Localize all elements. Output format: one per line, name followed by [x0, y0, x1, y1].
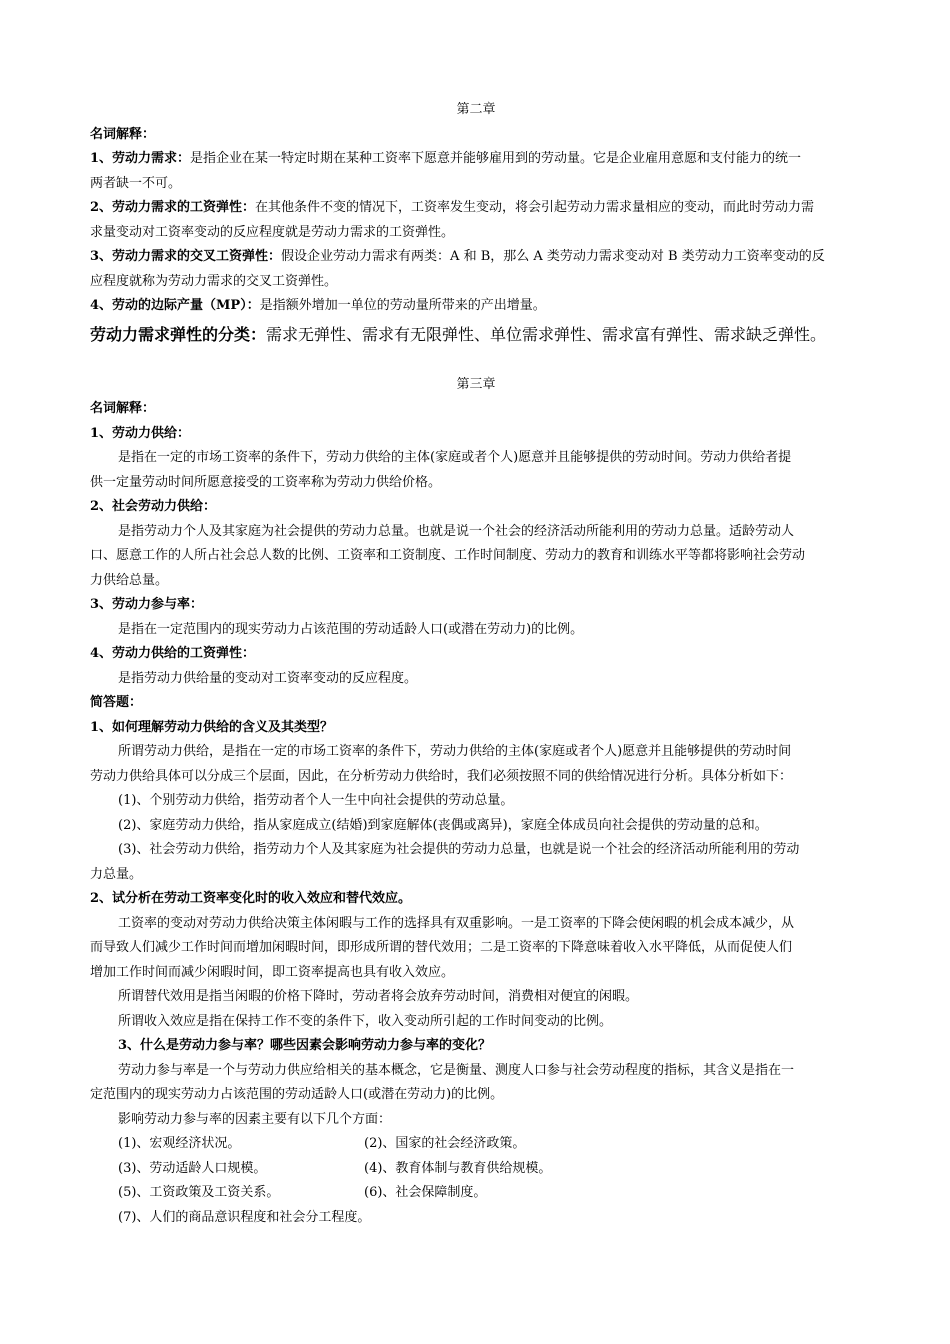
definition-text: 是指在一定范围内的现实劳动力占该范围的劳动适龄人口(或潜在劳动力)的比例。 [118, 621, 584, 637]
term: 劳动力需求弹性的分类： [90, 324, 267, 344]
definition-text: 是指劳动力供给量的变动对工资率变动的反应程度。 [118, 670, 418, 686]
factor-item: (3)、劳动适龄人口规模。 [118, 1160, 267, 1176]
answer-list-item: (2)、家庭劳动力供给，指从家庭成立(结婚)到家庭解体(丧偶或离异)，家庭全体成员向社会提供的劳动量的总和。 [118, 817, 768, 833]
answer-text: 影响劳动力参与率的因素主要有以下几个方面： [118, 1111, 392, 1127]
answer-text: 增加工作时间而减少闲暇时间，即工资率提高也具有收入效应。 [90, 964, 455, 980]
question-heading: 1、如何理解劳动力供给的含义及其类型？ [90, 719, 334, 735]
spacer [90, 349, 862, 373]
definition-text: 假设企业劳动力需求有两类：A 和 B，那么 A 类劳动力需求变动对 B 类劳动力工资率变动的反 [281, 249, 825, 264]
classification-text: 需求无弹性、需求有无限弹性、单位需求弹性、需求富有弹性、需求缺乏弹性。 [266, 324, 827, 344]
definition-text: 力供给总量。 [90, 572, 169, 588]
term-heading: 4、劳动力供给的工资弹性： [90, 646, 256, 661]
term: 3、劳动力需求的交叉工资弹性： [90, 249, 282, 264]
answer-text: 所谓收入效应是指在保持工作不变的条件下，收入变动所引起的工作时间变动的比例。 [118, 1013, 613, 1029]
factor-item: (7)、人们的商品意识程度和社会分工程度。 [118, 1209, 371, 1225]
definition-item [90, 245, 862, 270]
term-heading: 1、劳动力供给： [90, 425, 191, 441]
definition-text: 是指额外增加一单位的劳动量所带来的产出增量。 [259, 298, 546, 313]
answer-text: 劳动力供给具体可以分成三个层面，因此，在分析劳动力供给时，我们必须按照不同的供给情况进行分析。具体分析如下： [90, 768, 793, 784]
definition-text: 是指企业在某一特定时期在某种工资率下愿意并能够雇用到的劳动量。它是企业雇用意愿和支付能力的统一 [190, 151, 802, 166]
definition-item [90, 196, 862, 221]
answer-list-item: (3)、社会劳动力供给，指劳动力个人及其家庭为社会提供的劳动力总量，也就是说一个社会的经济活动所能利用的劳动 [118, 842, 800, 857]
definition-text: 应程度就称为劳动力需求的交叉工资弹性。 [90, 273, 338, 289]
answer-list-item: (1)、个别劳动力供给，指劳动者个人一生中向社会提供的劳动总量。 [118, 793, 514, 808]
definition-text: 口、愿意工作的人所占社会总人数的比例、工资率和工资制度、工作时间制度、劳动力的教育和训练水平等都将影响社会劳动 [90, 548, 806, 563]
term-heading: 2、社会劳动力供给： [90, 499, 217, 514]
answer-text: 劳动力参与率是一个与劳动力供应给相关的基本概念，它是衡量、测度人口参与社会劳动程度的指标，其含义是指在一 [118, 1062, 795, 1078]
chapter-3-title: 第三章 [456, 376, 496, 392]
section-heading: 简答题： [90, 695, 143, 710]
definition-text: 两者缺一不可。 [90, 175, 182, 191]
definition-text: 供一定量劳动时间所愿意接受的工资率称为劳动力供给价格。 [90, 474, 442, 490]
question-heading: 3、什么是劳动力参与率？哪些因素会影响劳动力参与率的变化？ [118, 1038, 492, 1053]
factor-row [90, 1181, 862, 1206]
definition-text: 是指在一定的市场工资率的条件下，劳动力供给的主体(家庭或者个人)愿意并且能够提供的劳动时间。劳动力供给者提 [118, 450, 792, 465]
question-heading: 2、试分析在劳动工资率变化时的收入效应和替代效应。 [90, 891, 412, 906]
answer-text: 而导致人们减少工作时间而增加闲暇时间，即形成所谓的替代效用；二是工资率的下降意味着收入水平降低，从而促使人们 [90, 940, 793, 955]
factor-item: (1)、宏观经济状况。 [118, 1136, 241, 1151]
factor-item: (2)、国家的社会经济政策。 [364, 1136, 526, 1151]
classification-line [90, 321, 862, 349]
chapter-2-title: 第二章 [456, 102, 496, 117]
factor-row [90, 1157, 862, 1182]
section-heading: 名词解释： [90, 401, 156, 416]
answer-text: 定范围内的现实劳动力占该范围的劳动适龄人口(或潜在劳动力)的比例。 [90, 1087, 504, 1102]
definition-text: 在其他条件不变的情况下，工资率发生变动，将会引起劳动力需求量相应的变动，而此时劳动力需 [255, 200, 815, 215]
factor-item: (4)、教育体制与教育供给规模。 [364, 1160, 552, 1176]
factor-item: (6)、社会保障制度。 [364, 1185, 487, 1200]
definition-item [90, 147, 862, 172]
term: 1、劳动力需求： [90, 151, 191, 166]
answer-text: 工资率的变动对劳动力供给决策主体闲暇与工作的选择具有双重影响。一是工资率的下降会使闲暇的机会成本减少，从 [118, 915, 795, 931]
answer-text: 所谓替代效用是指当闲暇的价格下降时，劳动者将会放弃劳动时间，消费相对便宜的闲暇。 [118, 989, 639, 1004]
document-page [90, 98, 862, 1230]
section-heading: 名词解释： [90, 126, 156, 142]
definition-item [90, 294, 862, 319]
definition-text: 求量变动对工资率变动的反应程度就是劳动力需求的工资弹性。 [90, 224, 455, 240]
term-heading: 3、劳动力参与率： [90, 597, 204, 612]
factor-row [90, 1132, 862, 1157]
term: 2、劳动力需求的工资弹性： [90, 200, 256, 215]
answer-text: 所谓劳动力供给，是指在一定的市场工资率的条件下，劳动力供给的主体(家庭或者个人)愿意并且能够提供的劳动时间 [118, 744, 792, 759]
term: 4、劳动的边际产量（MP）： [90, 298, 260, 313]
definition-text: 是指劳动力个人及其家庭为社会提供的劳动力总量。也就是说一个社会的经济活动所能利用的劳动力总量。适龄劳动人 [118, 523, 795, 539]
factor-item: (5)、工资政策及工资关系。 [118, 1185, 280, 1200]
answer-text: 力总量。 [90, 866, 143, 882]
